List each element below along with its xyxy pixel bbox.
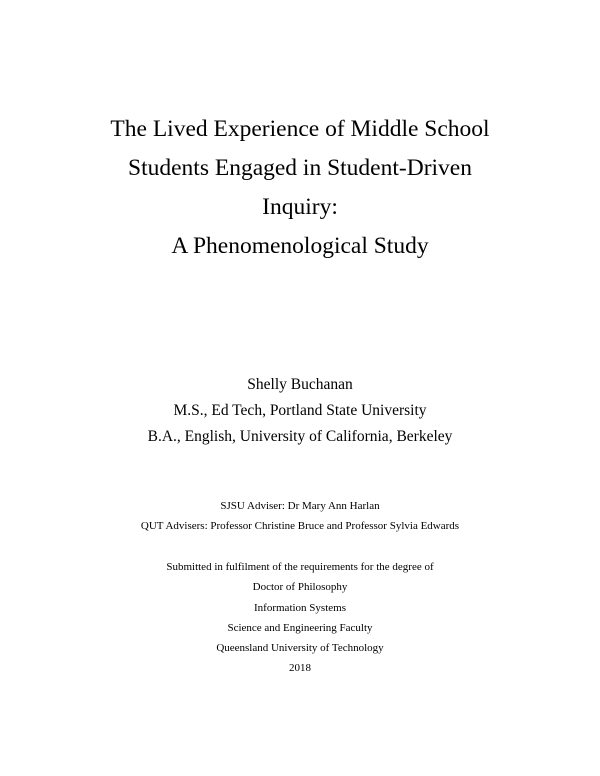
author-degree-ba: B.A., English, University of California, Berkeley — [147, 428, 453, 445]
thesis-title — [0, 110, 600, 266]
title-line-3: Inquiry: — [262, 194, 338, 220]
submission-info — [0, 557, 600, 679]
sjsu-adviser: SJSU Adviser: Dr Mary Ann Harlan — [220, 500, 380, 512]
author-name: Shelly Buchanan — [247, 376, 353, 393]
degree-name: Doctor of Philosophy — [252, 581, 348, 594]
author-degree-ms: M.S., Ed Tech, Portland State University — [173, 402, 427, 419]
discipline: Information Systems — [254, 601, 346, 614]
faculty: Science and Engineering Faculty — [227, 621, 373, 634]
adviser-info — [0, 496, 600, 536]
author-info — [0, 372, 600, 450]
title-line-2: Students Engaged in Student-Driven — [128, 155, 472, 181]
year: 2018 — [289, 662, 311, 675]
qut-advisers: QUT Advisers: Professor Christine Bruce and Professor Sylvia Edwards — [140, 520, 460, 532]
university: Queensland University of Technology — [216, 642, 384, 655]
title-line-1: The Lived Experience of Middle School — [110, 116, 490, 142]
submission-statement: Submitted in fulfilment of the requirements for the degree of — [166, 561, 434, 573]
title-line-4: A Phenomenological Study — [171, 233, 429, 259]
